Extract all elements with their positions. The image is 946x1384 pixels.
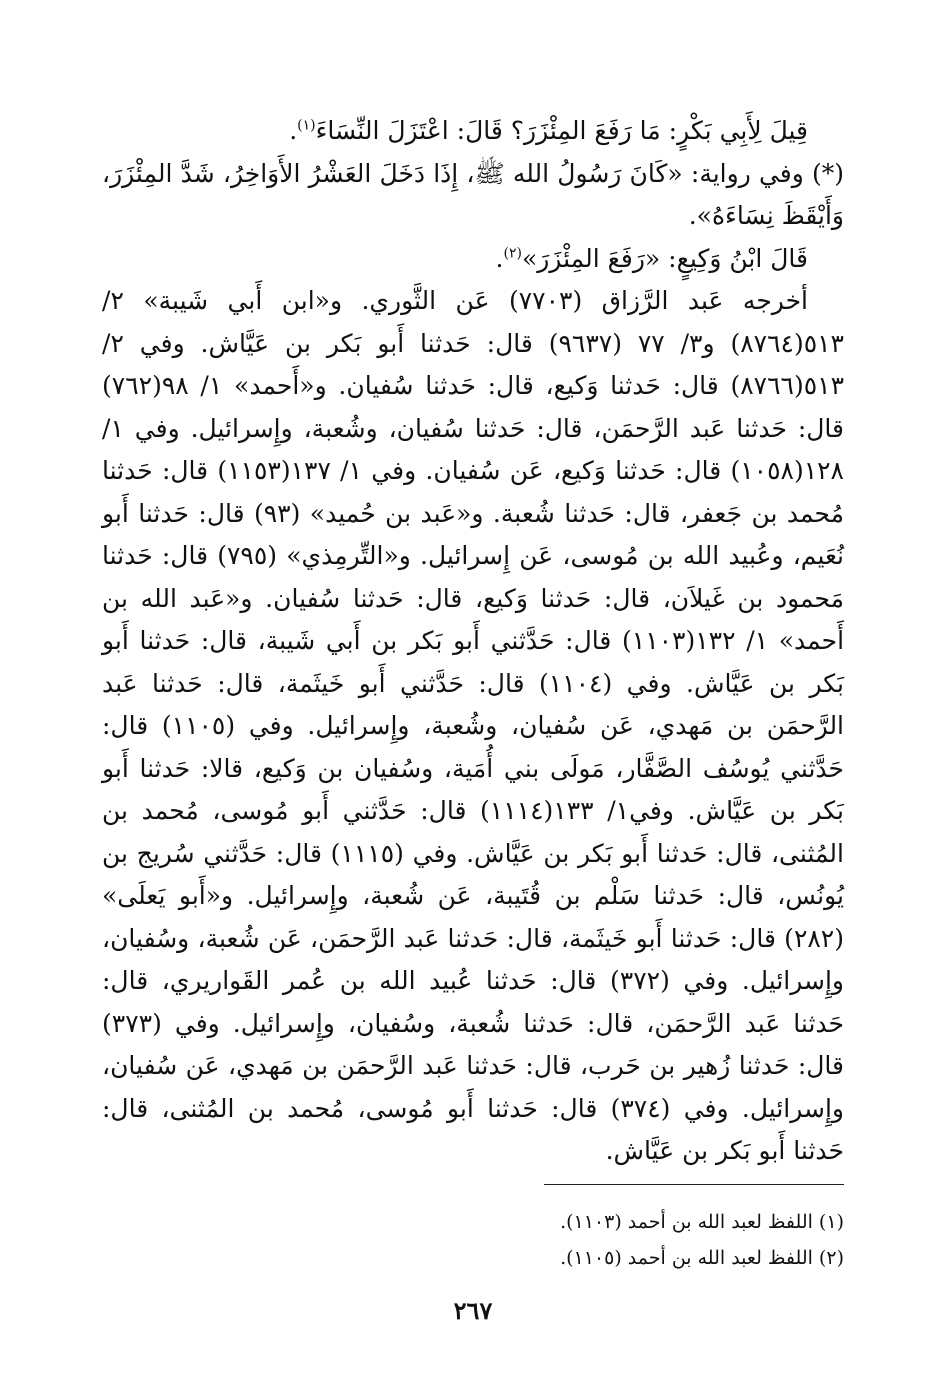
footnote-1: (١) اللفظ لعبد الله بن أحمد (١١٠٣). (560, 1211, 844, 1233)
waki-text: قَالَ ابْنُ وَكِيعٍ: «رَفَعَ المِئْزَرَ» (521, 243, 808, 273)
footnote-mark-1: (١) (297, 117, 316, 134)
takhrij-paragraph: أخرجه عَبد الرَّزاق (٧٧٠٣) عَن الثَّوري. و«ابن أَبي شَيبة» ٢/ ٥١٣(٨٧٦٤) و٣/ ٧٧ (٩٦٣٧) قال: حَدثنا أَبو بَكر بن عَيَّاش. وفي ٢/ ٥١٣(٨٧٦٦) قال: حَدثنا وَكيع، قال: حَدثنا سُفيان. و«أَحمد» ١/ ٩٨(٧٦٢) قال: حَدثنا عَبد الرَّحمَن، قال: حَدثنا سُفيان، وشُعبة، وإِسرائيل. وفي ١/ ١٢٨(١٠٥٨) قال: حَدثنا وَكيع، عَن سُفيان. وفي ١/ ١٣٧(١١٥٣) قال: حَدثنا مُحمد بن جَعفر، قال: حَدثنا شُعبة. و«عَبد بن حُميد» (٩٣) قال: حَدثنا أَبو نُعَيم، وعُبيد الله بن مُوسى، عَن إِسرائيل. و«التِّرمِذي» (٧٩٥) قال: حَدثنا مَحمود بن غَيلاَن، قال: حَدثنا وَكيع، قال: حَدثنا سُفيان. و«عَبد الله بن أَحمد» ١/ ١٣٢(١١٠٣) قال: حَدَّثني أَبو بَكر بن أَبي شَيبة، قال: حَدثنا أَبو بَكر بن عَيَّاش. وفي (١١٠٤) قال: حَدَّثني أَبو خَيثَمة، قال: حَدثنا عَبد الرَّحمَن بن مَهدي، عَن سُفيان، وشُعبة، وإِسرائيل. وفي (١١٠٥) قال: حَدَّثني يُوسُف الصَّفَّار، مَولَى بني أُمَية، وسُفيان بن وَكيع، قالا: حَدثنا أَبو بَكر بن عَيَّاش. وفي١/ ١٣٣(١١١٤) قال: حَدَّثني أَبو مُوسى، مُحمد بن المُثنى، قال: حَدثنا أَبو بَكر بن عَيَّاش. وفي (١١١٥) قال: حَدَّثني سُريج بن يُونُس، قال: حَدثنا سَلْم بن قُتَيبة، عَن شُعبة، وإِسرائيل. و«أَبو يَعلَى» (٢٨٢) قال: حَدثنا أَبو خَيثَمة، قال: حَدثنا عَبد الرَّحمَن، عَن شُعبة، وسُفيان، وإِسرائيل. وفي (٣٧٢) قال: حَدثنا عُبيد الله بن عُمر القَواريري، قال: حَدثنا عَبد الرَّحمَن، قال: حَدثنا شُعبة، وسُفيان، وإِسرائيل. وفي (٣٧٣) قال: حَدثنا زُهير بن حَرب، قال: حَدثنا عَبد الرَّحمَن بن مَهدي، عَن سُفيان، وإِسرائيل. وفي (٣٧٤) قال: حَدثنا أَبو مُوسى، مُحمد بن المُثنى، قال: حَدثنا أَبو بَكر بن عَيَّاش. (102, 286, 845, 1165)
waki-end: . (495, 243, 504, 273)
opening-text: قِيلَ لِأَبِي بَكْرٍ: مَا رَفَعَ المِئْزَرَ؟ قَالَ: اعْتَزَلَ النِّسَاءَ (315, 116, 808, 145)
waki-line (102, 238, 844, 281)
footnote-divider (544, 1184, 844, 1185)
page-body (102, 110, 844, 1173)
page-number: ٢٦٧ (453, 1296, 493, 1325)
footnote-2: (٢) اللفظ لعبد الله بن أحمد (١١٠٥). (560, 1247, 844, 1269)
footnotes (102, 1204, 844, 1276)
opening-line: قِيلَ لِأَبِي بَكْرٍ: مَا رَفَعَ المِئْزَرَ؟ قَالَ: اعْتَزَلَ النِّسَاءَ$^{(١)}$. (289, 116, 808, 145)
footnote-mark-2: (٢) (503, 245, 522, 262)
riwaya-paragraph: (*) وفي رواية: «كَانَ رَسُولُ الله ﷺ، إِذَا دَخَلَ العَشْرُ الأَوَاخِرُ، شَدَّ المِئْزَرَ، وَأَيْقَظَ نِسَاءَهُ». (102, 158, 844, 230)
